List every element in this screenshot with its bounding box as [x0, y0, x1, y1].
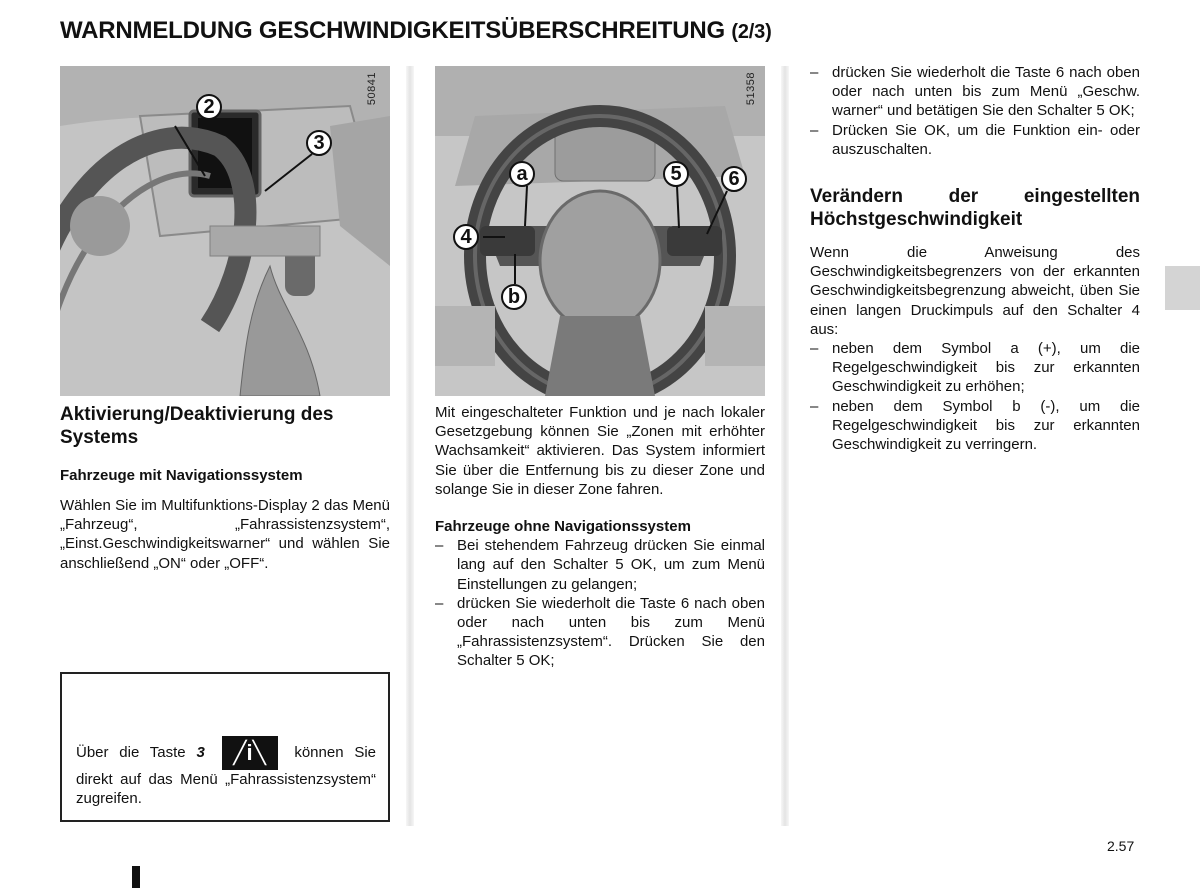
dashboard-illustration: [60, 66, 390, 396]
steering-wheel-drawing: [435, 66, 765, 396]
steering-wheel-illustration: [435, 66, 765, 396]
callout-badge: 5: [663, 161, 689, 187]
list-item-text: Bei stehendem Fahrzeug drücken Sie einmal lang auf den Schalter 5 OK, um zum Menü Einstellungen zu gelangen;: [457, 537, 765, 593]
driving-assist-key-icon: ╱i╲: [222, 736, 278, 770]
column-1: [60, 403, 390, 573]
column-separator: [781, 66, 789, 826]
paragraph-text: Wählen Sie im Multifunktions-Display 2 das Menü „Fahrzeug“, „Fahrassistenzsystem“, „Einst.Geschwindigkeitswarner“ und wählen Sie anschließend „ON“ oder „OFF“.: [60, 497, 390, 572]
callout-badge: 2: [196, 94, 222, 120]
column-separator: [406, 66, 414, 826]
column-3: [810, 63, 1140, 454]
callout-badge: a: [509, 161, 535, 187]
figure-number: 50841: [366, 72, 378, 106]
title-text: WARNMELDUNG GESCHWINDIGKEITSÜBERSCHREITUNG: [60, 17, 725, 44]
list-item-text: Drücken Sie OK, um die Funktion ein- oder auszuschalten.: [832, 121, 1140, 158]
section-heading: Verändern der eingestellten Höchstgeschwindigkeit: [810, 186, 1140, 231]
list-item: – neben dem Symbol b (-), um die Regelgeschwindigkeit bis zur erkannten Geschwindigkeit zu verringern.: [810, 397, 1140, 454]
paragraph-text: Wenn die Anweisung des Geschwindigkeitsbegrenzers von der erkannten Geschwindigkeitsbegrenzung abweicht, üben Sie einen langen Druckimpuls auf den Schalter 4 aus:: [810, 244, 1140, 338]
dashboard-drawing: [60, 66, 390, 396]
chapter-tab: [1165, 266, 1200, 310]
callout-badge: b: [501, 284, 527, 310]
list-item: – neben dem Symbol a (+), um die Regelgeschwindigkeit bis zur erkannten Geschwindigkeit zu erhöhen;: [810, 340, 1140, 396]
subheading: Fahrzeuge mit Navigationssystem: [60, 467, 303, 484]
crop-mark: [132, 866, 140, 888]
page-title: [60, 17, 772, 45]
note-after: können Sie direkt auf das Menü „Fahrassistenzsystem“ zugreifen.: [76, 743, 377, 808]
list-item-text: drücken Sie wiederholt die Taste 6 nach oben oder nach unten bis zum Menü „Geschw. warner“ und betätigen Sie den Schalter 5 OK;: [832, 64, 1140, 120]
subheading: Fahrzeuge ohne Navigationssystem: [435, 518, 691, 536]
note-box: [60, 672, 390, 822]
callout-badge: 3: [306, 130, 332, 156]
paragraph-text: Mit eingeschalteter Funktion und je nach lokaler Gesetzgebung können Sie „Zonen mit erhöhter Wachsamkeit“ aktivieren. Das System informiert Sie über die Entfernung bis zu dieser Zone und solange Sie in dieser Zone fahren.: [435, 404, 765, 498]
list-item: – Bei stehendem Fahrzeug drücken Sie einmal lang auf den Schalter 5 OK, um zum Menü Einstellungen zu gelangen;: [435, 537, 765, 593]
note-before: Über die Taste: [76, 743, 186, 761]
page-number: 2.57: [1107, 838, 1135, 854]
section-heading: Aktivierung/Deaktivierung des Systems: [60, 404, 334, 448]
list-item-text: neben dem Symbol a (+), um die Regelgeschwindigkeit bis zur erkannten Geschwindigkeit zu erhöhen;: [832, 340, 1140, 396]
title-page-ref: (2/3): [731, 21, 772, 43]
figure-number: 51358: [745, 72, 757, 106]
list-item: – drücken Sie wiederholt die Taste 6 nach oben oder nach unten bis zum Menü „Geschw. warner“ und betätigen Sie den Schalter 5 OK;: [810, 64, 1140, 120]
list-item-text: drücken Sie wiederholt die Taste 6 nach oben oder nach unten bis zum Menü „Fahrassistenzsystem“. Drücken Sie den Schalter 5 OK;: [457, 594, 765, 670]
column-2: [435, 403, 765, 671]
note-key: 3: [196, 743, 205, 761]
paragraph: [60, 496, 390, 573]
callout-badge: 6: [721, 166, 747, 192]
list-item: – drücken Sie wiederholt die Taste 6 nach oben oder nach unten bis zum Menü „Fahrassistenzsystem“. Drücken Sie den Schalter 5 OK;: [435, 594, 765, 670]
list-item: – Drücken Sie OK, um die Funktion ein- oder auszuschalten.: [810, 121, 1140, 158]
callout-badge: 4: [453, 224, 479, 250]
list-item-text: neben dem Symbol b (-), um die Regelgeschwindigkeit bis zur erkannten Geschwindigkeit zu verringern.: [832, 397, 1140, 454]
note-text: [76, 736, 376, 808]
